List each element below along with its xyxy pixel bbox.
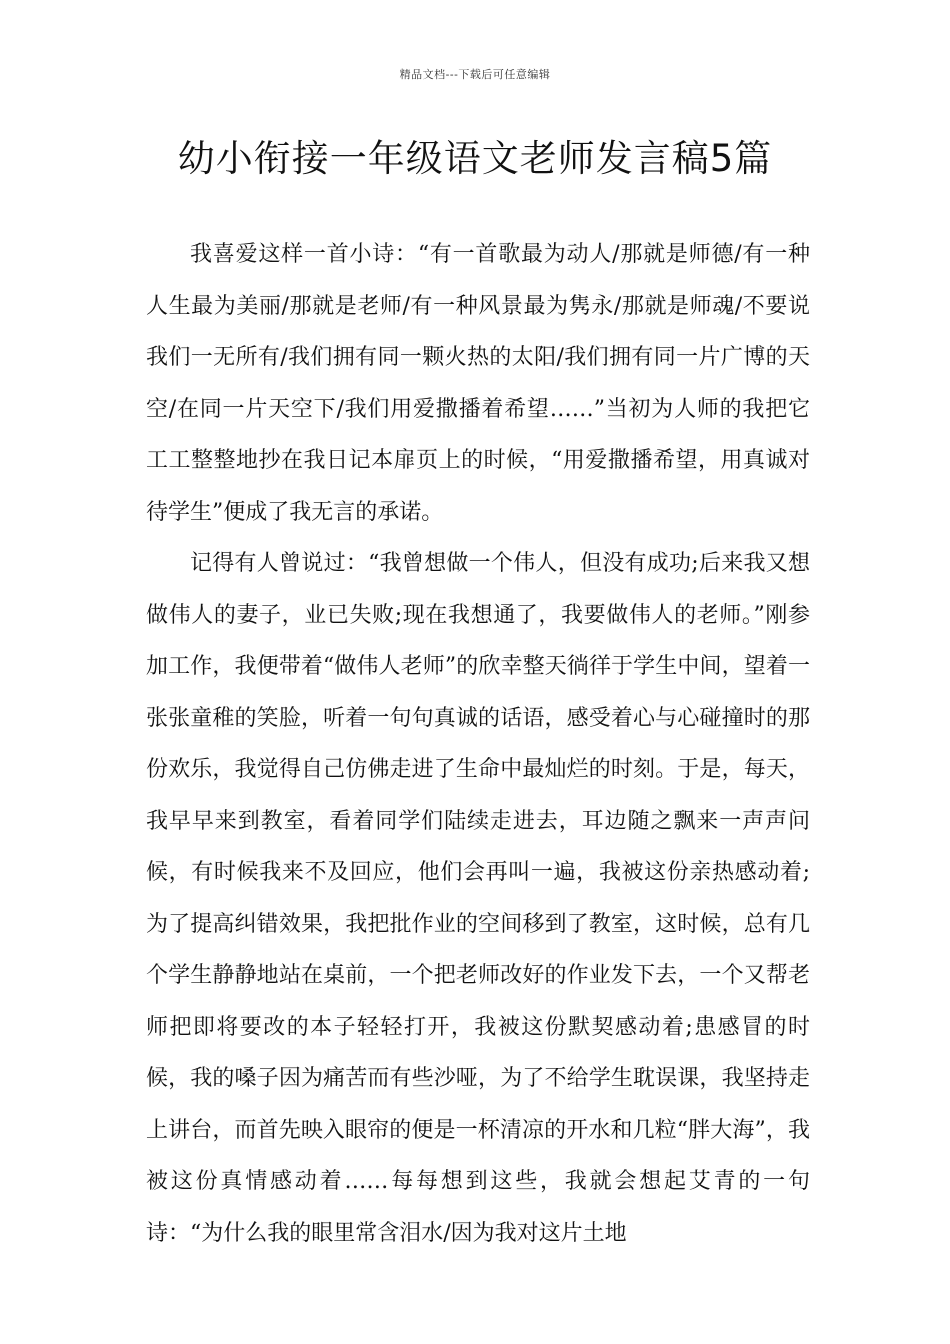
header-note: 精品文档---下载后可任意编辑 bbox=[399, 68, 551, 81]
document-body bbox=[146, 229, 810, 1259]
document-title: 幼小衔接一年级语文老师发言稿5篇 bbox=[177, 137, 773, 180]
paragraph: 记得有人曾说过：“我曾想做一个伟人，但没有成功;后来我又想做伟人的妻子，业已失败;现在我想通了，我要做伟人的老师。”刚参加工作，我便带着“做伟人老师”的欣幸整天徜徉于学生中间，望着一张张童稚的笑脸，听着一句句真诚的话语，感受着心与心碰撞时的那份欢乐，我觉得自己仿佛走进了生命中最灿烂的时刻。于是，每天，我早早来到教室，看着同学们陆续走进去，耳边随之飘来一声声问候，有时候我来不及回应，他们会再叫一遍，我被这份亲热感动着;为了提高纠错效果，我把批作业的空间移到了教室，这时候，总有几个学生静静地站在桌前，一个把老师改好的作业发下去，一个又帮老师把即将要改的本子轻轻打开，我被这份默契感动着;患感冒的时候，我的嗓子因为痛苦而有些沙哑，为了不给学生耽误课，我坚持走上讲台，而首先映入眼帘的便是一杯清凉的开水和几粒“胖大海”，我被这份真情感动着……每每想到这些，我就会想起艾青的一句诗：“为什么我的眼里常含泪水/因为我对这片土地 bbox=[146, 551, 810, 1246]
paragraph: 我喜爱这样一首小诗：“有一首歌最为动人/那就是师德/有一种人生最为美丽/那就是老师/有一种风景最为隽永/那就是师魂/不要说我们一无所有/我们拥有同一颗火热的太阳/我们拥有同一片广博的天空/在同一片天空下/我们用爱撒播着希望……”当初为人师的我把它工工整整地抄在我日记本扉页上的时候，“用爱撒播希望，用真诚对待学生”便成了我无言的承诺。 bbox=[146, 242, 810, 525]
